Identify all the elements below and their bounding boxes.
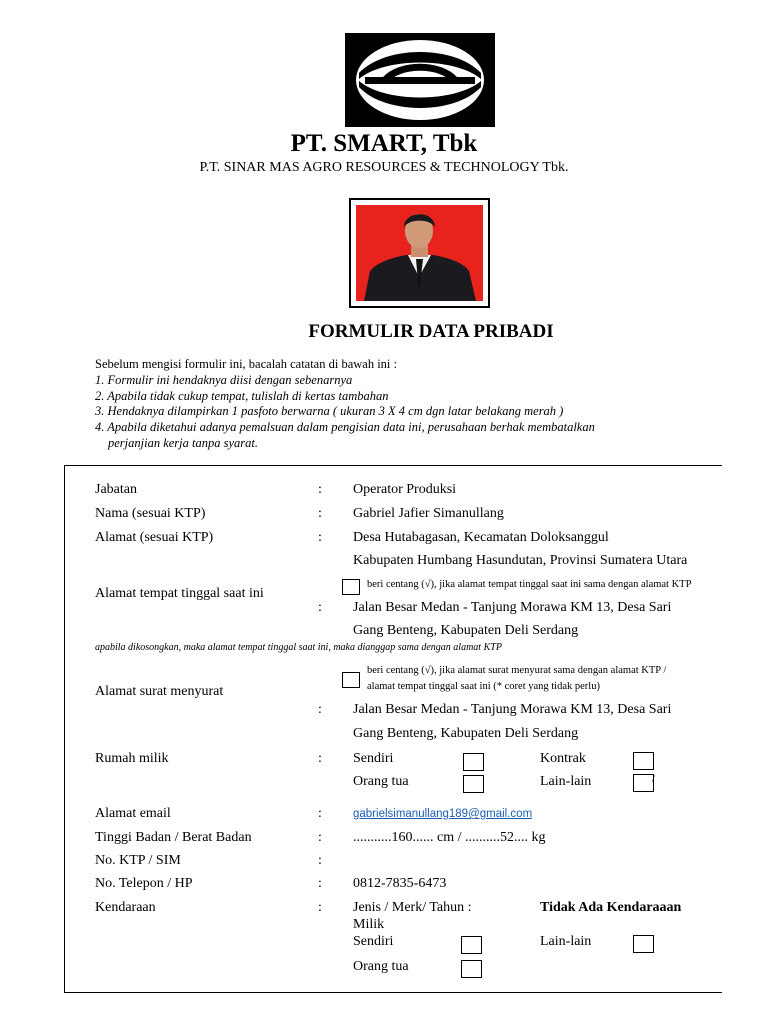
- label-email: Alamat email: [95, 806, 171, 821]
- value-kendaraan[interactable]: Tidak Ada Kendaraaan: [540, 900, 682, 915]
- instructions: [95, 357, 655, 452]
- checkbox-mark: /: [652, 774, 655, 785]
- value-alamat-tinggal-line1[interactable]: Jalan Besar Medan - Tanjung Morawa KM 13, Desa Sari: [353, 600, 672, 615]
- checkbox-note: beri centang (√), jika alamat tempat tinggal saat ini sama dengan alamat KTP: [367, 579, 692, 590]
- label-jabatan: Jabatan: [95, 482, 137, 497]
- checkbox-kendaraan-sendiri[interactable]: [461, 936, 482, 954]
- checkbox-kendaraan-orangtua[interactable]: [461, 960, 482, 978]
- person-photo-icon: [356, 205, 483, 301]
- passport-photo: [349, 198, 490, 308]
- option-kontrak-label: Kontrak: [540, 751, 586, 766]
- label-alamat-ktp: Alamat (sesuai KTP): [95, 530, 214, 545]
- option-lainlain-label: Lain-lain: [540, 934, 592, 949]
- company-fullname: P.T. SINAR MAS AGRO RESOURCES & TECHNOLOGY Tbk.: [199, 160, 569, 175]
- colon: :: [318, 702, 322, 717]
- option-sendiri-label: Sendiri: [353, 751, 394, 766]
- label-tinggi: Tinggi Badan / Berat Badan: [95, 830, 252, 845]
- label-rumah: Rumah milik: [95, 751, 169, 766]
- instruction-item: 2. Apabila tidak cukup tempat, tulislah di kertas tambahan: [95, 388, 389, 403]
- value-alamat-surat-line2[interactable]: Gang Benteng, Kabupaten Deli Serdang: [353, 726, 579, 741]
- colon: :: [318, 830, 322, 845]
- colon: :: [318, 530, 322, 545]
- value-alamat-surat-line1[interactable]: Jalan Besar Medan - Tanjung Morawa KM 13, Desa Sari: [353, 702, 672, 717]
- value-nama[interactable]: Gabriel Jafier Simanullang: [353, 506, 504, 521]
- label-ktp: No. KTP / SIM: [95, 853, 181, 868]
- kendaraan-jenis-label: Jenis / Merk/ Tahun :: [353, 900, 472, 915]
- checkbox-kendaraan-lainlain[interactable]: [633, 935, 654, 953]
- alamat-tinggal-footnote: apabila dikosongkan, maka alamat tempat tinggal saat ini, maka dianggap sama dengan alamat KTP: [95, 642, 502, 653]
- colon: :: [318, 900, 322, 915]
- colon: :: [318, 751, 322, 766]
- form-title: FORMULIR DATA PRIBADI: [308, 321, 554, 342]
- colon: :: [318, 506, 322, 521]
- colon: :: [318, 806, 322, 821]
- value-telepon[interactable]: 0812-7835-6473: [353, 876, 447, 891]
- kendaraan-milik-label: Milik: [353, 917, 385, 932]
- instruction-item: perjanjian kerja tanpa syarat.: [108, 435, 258, 450]
- colon: :: [318, 482, 322, 497]
- option-lainlain-label: Lain-lain: [540, 774, 592, 789]
- option-orangtua-label: Orang tua: [353, 959, 409, 974]
- checkbox-rumah-kontrak[interactable]: [633, 752, 654, 770]
- colon: :: [318, 853, 322, 868]
- label-kendaraan: Kendaraan: [95, 900, 156, 915]
- instructions-intro: Sebelum mengisi formulir ini, bacalah catatan di bawah ini :: [95, 357, 397, 371]
- company-name: PT. SMART, Tbk: [290, 130, 478, 157]
- email-link[interactable]: gabrielsimanullang189@gmail.com: [353, 808, 533, 820]
- company-logo: [345, 33, 495, 127]
- sinarmas-logo-icon: [345, 33, 495, 127]
- checkbox-rumah-orangtua[interactable]: [463, 775, 484, 793]
- value-alamat-ktp-line1[interactable]: Desa Hutabagasan, Kecamatan Doloksanggul: [353, 530, 609, 545]
- checkbox-rumah-lainlain[interactable]: [633, 774, 654, 792]
- checkbox-rumah-sendiri[interactable]: [463, 753, 484, 771]
- checkbox-surat-same[interactable]: [342, 672, 360, 688]
- option-orangtua-label: Orang tua: [353, 774, 409, 789]
- option-sendiri-label: Sendiri: [353, 934, 394, 949]
- checkbox-same-as-ktp[interactable]: [342, 579, 360, 595]
- value-jabatan[interactable]: Operator Produksi: [353, 482, 457, 497]
- label-nama: Nama (sesuai KTP): [95, 506, 206, 521]
- colon: :: [318, 600, 322, 615]
- instruction-item: 3. Hendaknya dilampirkan 1 pasfoto berwarna ( ukuran 3 X 4 cm dgn latar belakang merah ): [95, 404, 564, 419]
- label-alamat-surat: Alamat surat menyurat: [95, 684, 224, 699]
- checkbox-note: beri centang (√), jika alamat surat menyurat sama dengan alamat KTP /: [367, 665, 667, 676]
- instruction-item: 4. Apabila diketahui adanya pemalsuan dalam pengisian data ini, perusahaan berhak membatalkan: [95, 420, 595, 435]
- value-tinggi[interactable]: ...........160...... cm / ..........52.... kg: [353, 830, 546, 845]
- checkbox-note: alamat tempat tinggal saat ini (* coret yang tidak perlu): [367, 681, 600, 692]
- label-telepon: No. Telepon / HP: [95, 876, 193, 891]
- value-alamat-tinggal-line2[interactable]: Gang Benteng, Kabupaten Deli Serdang: [353, 623, 579, 638]
- colon: :: [318, 876, 322, 891]
- instruction-item: 1. Formulir ini hendaknya diisi dengan sebenarnya: [95, 372, 353, 387]
- value-alamat-ktp-line2[interactable]: Kabupaten Humbang Hasundutan, Provinsi Sumatera Utara: [353, 553, 688, 568]
- label-alamat-tinggal: Alamat tempat tinggal saat ini: [95, 586, 264, 601]
